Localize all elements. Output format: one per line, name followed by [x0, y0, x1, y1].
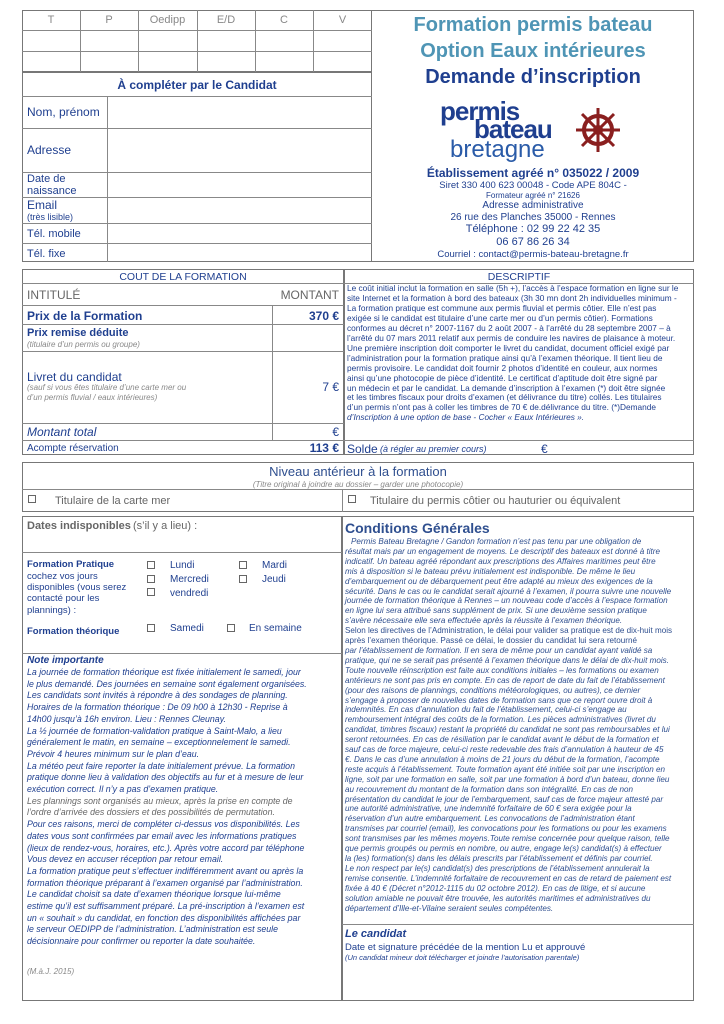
pratique-title: Formation Pratique	[27, 559, 115, 570]
logo-word-permis: permis	[440, 96, 520, 126]
cost-line	[22, 283, 344, 284]
note-line: Pour ces raisons, merci de compléter ci-dessus vos disponibilités. Les	[27, 819, 300, 830]
discount-value-field[interactable]	[273, 325, 343, 350]
note-line: exécution correct. Il n’y a pas d’examen pratique.	[27, 784, 219, 795]
label-adresse: Adresse	[27, 143, 72, 157]
signature-title: Le candidat	[345, 928, 407, 940]
conditions-text	[345, 537, 692, 913]
school-address: 26 rue des Planches 35000 - Rennes	[450, 212, 616, 223]
fixe-field[interactable]	[108, 244, 371, 261]
note-line: le serveur OEDIPP de l’administration. L’administration est seule	[27, 924, 278, 935]
note-line: un « souhait » du candidat, en fonction des disponibilités affichées par	[27, 912, 301, 923]
dates-line	[22, 653, 342, 654]
conditions-line: après l’examen théorique. Passé ce délai, le dossier du candidat lui sera retourné	[345, 636, 637, 646]
mardi-checkbox[interactable]	[239, 561, 247, 569]
signature-line: Date et signature précédée de la mention Lu et approuvé	[345, 942, 586, 953]
school-phone: Téléphone : 02 99 22 42 35	[465, 223, 601, 235]
dates-line	[22, 552, 342, 553]
nom-field[interactable]	[108, 97, 371, 127]
descriptif-text	[347, 284, 692, 423]
descriptif-line-text: Une première inscription doit comporter le livret du candidat, document officiel exigé par	[347, 342, 670, 353]
signature-field[interactable]	[344, 964, 692, 999]
booklet-value: 7 €	[322, 380, 339, 394]
discount-note: (titulaire d’un permis ou groupe)	[27, 340, 140, 349]
conditions-line: seront retournées. En cas de résiliation par le candidat avant le début de la formation et	[345, 735, 659, 745]
samedi-label: Samedi	[170, 623, 204, 634]
conditions-line: la (les) formation(s) dans les délais prescrits par l’établissement et définis par courriel.	[345, 854, 653, 863]
descriptif-line-text: exigée si le candidat est titulaire d’une carte mer ou d’un permis côtier). Formations	[347, 312, 653, 323]
note-line: Les candidats sont invités à répondre à des sondages de planning.	[27, 690, 288, 701]
note-line: Horaires de la formation théorique : De 09 h00 à 12h30 - Reprise à	[27, 702, 288, 713]
conditions-line: que permis groupés ou permis en nombre, ou autre, engage le(s) candidat(s) à effectuer	[345, 844, 662, 854]
note-line: généralement le matin, en semaine – exceptionnelement le samedi.	[27, 737, 291, 748]
school-siret: Siret 330 400 623 00048 - Code APE 804C -	[439, 180, 627, 191]
conditions-line: remboursement intégral des coûts de la formation. Les pièces administratives (livret du	[345, 715, 656, 725]
semaine-label: En semaine	[249, 623, 302, 634]
school-email: Courriel : contact@permis-bateau-bretagne.fr	[437, 249, 629, 260]
dates-heading-note: (s’il y a lieu) :	[133, 520, 198, 532]
candidate-heading: À compléter par le Candidat	[117, 78, 277, 92]
admin-header-t: T	[47, 14, 55, 26]
conditions-line: fixée à 40 € (Décret n°2012-1115 du 02 octobre 2012). En cas de litige, et si aucune	[345, 883, 646, 893]
dates-heading: Dates indisponibles	[27, 520, 131, 532]
note-date: (M.à.J. 2015)	[27, 967, 75, 976]
conditions-line: pratique, qui ne se serait pas présenté à l’examen théorique dans le délai de dix-huit mois.	[345, 655, 669, 665]
conditions-line: remise consentie. L’indemnité forfaitaire de recouvrement en cas de retard de paiement est	[345, 873, 672, 883]
opt-carte-mer: Titulaire de la carte mer	[55, 495, 171, 507]
conditions-line: (pour des raisons de plannings, conditions météorologiques, ou autres), ce dernier	[345, 685, 641, 695]
pratique-note: cochez vos jours disponibles (vous serez contacté pour les plannings) :	[27, 571, 127, 616]
vendredi-checkbox[interactable]	[147, 588, 155, 596]
conditions-line: s’engage à proposer de nouvelles dates de formation sans que ce report ouvre droit à	[345, 695, 653, 705]
total-value: €	[332, 425, 339, 439]
conditions-line: résultat mais par un engagement de moyens. Le descriptif des bateaux est donné à titre	[345, 546, 660, 556]
conditions-line: au recouvrement du montant de la formation dans son intégralité. En cas de non	[345, 784, 633, 794]
note-line: Vous devez en accuser réception par retour email.	[27, 854, 224, 865]
conditions-line: indemnités. En cas d’annulation du fait de l’établissement, celui-ci s’engage au	[345, 705, 627, 715]
niveau-note: (Titre original à joindre au dossier – garder une photocopie)	[252, 480, 464, 489]
note-line: La journée de formation théorique est fixée initialement le samedi, jour	[27, 667, 301, 677]
email-field[interactable]	[108, 198, 371, 222]
cost-line	[22, 423, 344, 424]
conditions-line: solution amiable ne pouvait être trouvée, les autorités maritimes et administratives du	[345, 893, 651, 903]
school-address-label: Adresse administrative	[482, 200, 584, 211]
balance-value: €	[541, 442, 548, 456]
balance-note: (à régler au premier cours)	[380, 444, 487, 454]
logo-word-bretagne: bretagne	[450, 136, 545, 163]
cost-col-montant: MONTANT	[280, 288, 339, 302]
note-text	[27, 667, 340, 948]
conditions-line: reste acquis à l’établissement. Toute formation ayant été initiée soit par une inscription en	[345, 764, 666, 774]
conditions-line: réservation d’un autre embarquement. Les convocations de l’administration étant	[345, 814, 635, 824]
note-title: Note importante	[27, 655, 104, 666]
signature-note: (Un candidat mineur doit télécharger et joindre l’autorisation parentale)	[345, 953, 580, 962]
note-line: dates vous sont confirmées par email avec les informations pratiques	[27, 830, 297, 841]
admin-header-ed: E/D	[216, 14, 236, 26]
label-mobile: Tél. mobile	[27, 228, 81, 240]
conditions-line: sont transmises par les mêmes moyens.Toute remise concernée pour quelque raison, telle	[345, 834, 670, 844]
note-line: La formation pratique peut s’effectuer indifféremment avant ou après la	[27, 865, 304, 876]
admin-header-v: V	[338, 14, 347, 26]
adresse-field[interactable]	[108, 129, 371, 171]
cost-heading: COUT DE LA FORMATION	[119, 271, 247, 283]
conditions-line: mis à disposition si le bateau prévu initialement est indisponible. De même le lieu	[345, 566, 636, 576]
note-line: Le candidat choisit sa date d’examen théorique lorsque lui-même	[27, 889, 281, 900]
school-agreement: Établissement agréé n° 035022 / 2009	[426, 166, 640, 180]
samedi-checkbox[interactable]	[147, 624, 155, 632]
conditions-line: d’embarquement ou de débarquement peut être adapté au mieux des exigences de la	[345, 576, 653, 586]
admin-header-oedipp: Oedipp	[149, 14, 186, 26]
label-nom: Nom, prénom	[27, 105, 100, 119]
descriptif-heading: DESCRIPTIF	[487, 271, 551, 283]
note-line: formation théorique préparant à l’examen organisé par l’administration.	[27, 877, 303, 888]
conditions-line: présentation du candidat le jour de l’embarquement, sauf cas de force majeur attesté par	[345, 794, 664, 804]
school-mobile: 06 67 86 26 34	[496, 236, 570, 248]
descriptif-line-text: conformes au décret n° 2007-1167 du 2 août 2007 - à l’arrêté du 28 septembre 2007 – à	[347, 322, 671, 333]
label-email: Email	[27, 198, 58, 212]
mercredi-checkbox[interactable]	[147, 575, 155, 583]
descriptif-line-text: Le coût initial inclut la formation en salle (5h +), l’accès à l’espace formation en ligne sur le	[347, 283, 679, 293]
descriptif-line-text: l’arrêté du 07 mars 2011 relatif aux permis de conduire les navires de plaisance à moteur.	[347, 332, 676, 343]
note-line: décisionnaire pour confirmer ou reporter la date souhaitée.	[27, 936, 256, 947]
title-line1: Formation permis bateau	[413, 14, 653, 36]
mobile-field[interactable]	[108, 224, 371, 242]
day-lundi: Lundi	[170, 560, 195, 571]
descriptif-line-text: permis provisoire. Le candidat doit fournir 2 photos d’identité en couleur, aux normes	[347, 362, 658, 373]
permis-cotier-checkbox[interactable]	[348, 495, 356, 503]
conditions-line: sécurité. Dans le cas ou le candidat serait ajourné à l’examen, il pourra suivre une nouvelle	[345, 586, 672, 596]
price-value: 370 €	[308, 309, 339, 323]
total-label: Montant total	[27, 425, 97, 439]
conditions-line: antérieurs ne sont pas pris en compte. En cas de report de date du fait de l’établissement	[345, 675, 665, 685]
note-line: (lieux de rendez-vous, horaires, etc.). Après votre accord par téléphone	[27, 842, 305, 853]
day-jeudi: Jeudi	[262, 574, 286, 585]
descriptif-line-text: l’administration pour la formation pratique ainsi qu’à l’examen théorique. Il tient lieu de	[347, 352, 663, 363]
day-vendredi: vendredi	[170, 588, 209, 599]
deposit-value: 113 €	[309, 441, 339, 455]
descriptif-line-text: et les timbres fiscaux pour droits d’examen (et délivrance du titre) collés. Les titulaires	[347, 392, 662, 403]
cost-line	[22, 305, 344, 306]
conditions-line: €. Dans le cas d’une annulation à moins de 21 jours du début de la formation, l’acompte	[345, 754, 660, 764]
naissance-field[interactable]	[108, 173, 371, 196]
price-label: Prix de la Formation	[27, 309, 143, 323]
note-line: l’ordre d’arrivée des dossiers et des possibilités de permutation.	[27, 807, 275, 818]
balance-label: Solde	[347, 442, 378, 456]
lundi-checkbox[interactable]	[147, 561, 155, 569]
theorique-title: Formation théorique	[27, 626, 120, 637]
conditions-line: Permis Bateau Bretagne / Gandon formation n’est pas tenu par une obligation de	[351, 537, 642, 546]
label-naissance: Date de naissance	[27, 173, 77, 197]
admin-header-p: P	[105, 14, 113, 26]
conditions-line-sep	[342, 924, 694, 925]
note-line: La météo peut faire reporter la date initialement prévue. La formation	[27, 760, 295, 771]
note-line: La ½ journée de formation-validation pratique à Saint-Malo, a lieu	[27, 725, 282, 736]
descriptif-line-text: un médecin et par le candidat. La demande d’inscription à l’examen (*) doit être signée	[347, 382, 666, 393]
conditions-line: indicatif. Un bateau agréé répondant aux prescriptions des Affaires maritimes peut être	[345, 556, 656, 566]
niveau-heading: Niveau antérieur à la formation	[269, 464, 447, 479]
deposit-label: Acompte réservation	[27, 443, 119, 454]
descriptif-line-text: La formation pratique est commune aux permis fluvial et permis côtier. Elle n’est pas	[347, 302, 657, 313]
helm-wheel-icon	[574, 106, 622, 154]
conditions-line: ligne, soit par une formation en salle, soit par une formation à bord d’un bateau, donne lieu	[345, 774, 670, 784]
cost-line	[22, 351, 344, 352]
conditions-line: Le non respect par le(s) candidat(s) des prescriptions de l’établissement annulerait la	[345, 863, 650, 873]
note-line: Les plannings sont organisés au mieux, après la prise en compte de	[27, 795, 293, 806]
logo-word-bateau: bateau	[474, 114, 552, 144]
day-mercredi: Mercredi	[170, 574, 209, 585]
note-line: 14h00 jusqu’à 16h environ. Lieu : Rennes Cleunay.	[27, 713, 226, 724]
admin-header-c: C	[280, 14, 288, 26]
conditions-line: candidat, timbres fiscaux) restant la propriété du candidat ne sont pas remboursables et lui	[345, 725, 670, 735]
conditions-line: une autorité administrative, une indemnité forfaitaire de 60 € sera exigée pour la	[345, 804, 632, 814]
jeudi-checkbox[interactable]	[239, 575, 247, 583]
niveau-line	[342, 489, 343, 512]
booklet-label: Livret du candidat	[27, 370, 122, 384]
label-fixe: Tél. fixe	[27, 248, 66, 260]
booklet-note: (sauf si vous êtes titulaire d’une carte mer ou d’un permis fluvial / eaux intérieures)	[27, 383, 187, 402]
conditions-line: sauf cas de force majeure, celui-ci reste redevable des frais d’annulation à hauteur de 45	[345, 745, 664, 755]
descriptif-line-text: d’Inscription à une option de base - Cocher « Eaux Intérieures ».	[347, 412, 585, 423]
opt-permis-cotier: Titulaire du permis côtier ou hauturier ou équivalent	[370, 495, 621, 507]
conditions-line: Toute nouvelle réinscription est faite aux conditions initiales – les formations ou examen	[345, 665, 659, 675]
semaine-checkbox[interactable]	[227, 624, 235, 632]
conditions-title: Conditions Générales	[345, 520, 490, 536]
niveau-line	[22, 489, 694, 490]
note-line: estime qu’il est suffisamment préparé. La pré-inscription à l’examen est	[27, 901, 305, 912]
conditions-line: Selon les directives de l’Administration, le délai pour valider sa pratique est de dix-huit mois	[345, 626, 673, 636]
conditions-line: département d’Ille-et-Vilaine seraient seules compétentes.	[345, 903, 554, 913]
note-line: Prévoir 4 heures minimum sur le plan d’eau.	[27, 748, 200, 759]
day-mardi: Mardi	[262, 560, 288, 571]
conditions-line: journée de formation théorique à Rennes – un nouveau code d’accès à l’espace formation	[345, 596, 668, 606]
conditions-line: en ligne lui sera attribué sans supplément de prix. Si une deuxième session pratique	[345, 606, 647, 616]
title-line3: Demande d’inscription	[425, 66, 641, 88]
descriptif-line	[344, 440, 694, 441]
discount-label: Prix remise déduite	[27, 327, 129, 339]
descriptif-line-text: site Internet et la formation à bord des bateaux (3h 30 mn dont 2h individuelles minimum -	[347, 292, 677, 303]
cost-col-intitule: INTITULÉ	[27, 288, 81, 302]
note-line: pratique donne lieu à validation des objectifs au fur et à mesure de leur	[27, 772, 304, 783]
descriptif-line-text: ainsi qu’une photocopie de pièce d’identité. Le certificat d’aptitude doit être signé par	[347, 372, 658, 383]
conditions-line: s’avère nécessaire elle sera effectuée après la réussite à l’examen théorique.	[345, 616, 623, 626]
school-trainer: Formateur agréé n° 21626	[486, 191, 580, 200]
title-line2: Option Eaux intérieures	[420, 40, 646, 62]
conditions-line: par l’établissement de formation. Il en sera de même pour un candidat ayant validé sa	[345, 645, 653, 655]
note-line: le plus demandé. Des journées en semaine sont également organisées.	[27, 678, 307, 689]
label-email-note: (très lisible)	[27, 212, 74, 222]
carte-mer-checkbox[interactable]	[28, 495, 36, 503]
descriptif-line-text: d’un permis n’ont pas à coller les timbres de 70 € de.délivrance du titre. (*)Demande	[347, 402, 656, 413]
logo	[436, 98, 636, 164]
conditions-line: transmises par courriel (email), les convocations pour les formations ou pour les examens	[345, 824, 667, 834]
